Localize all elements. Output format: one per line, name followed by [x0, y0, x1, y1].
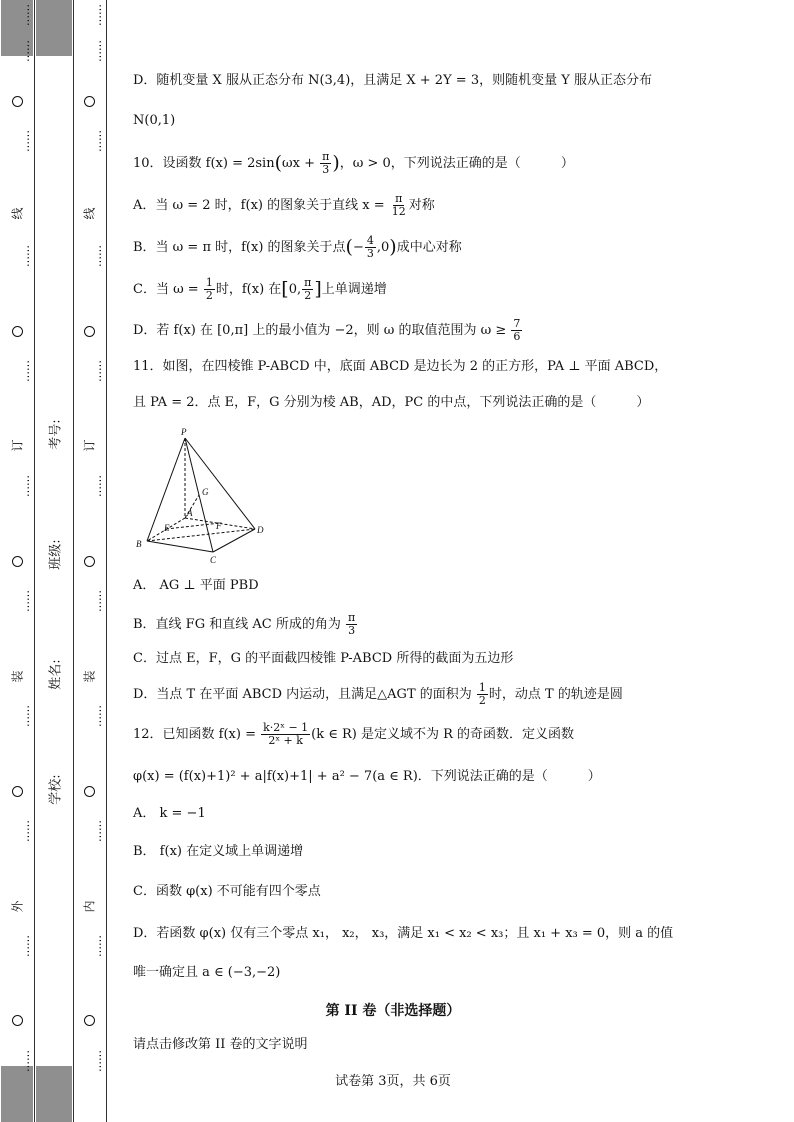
q10-option-d: D．若 f(x) 在 [0,π] 上的最小值为 −2，则 ω 的取值范围为 ω ≥ $\frac{7}{6}$	[133, 317, 521, 344]
dots: ⋯⋯	[94, 475, 107, 497]
fraction-pi-over-2: $\frac{\pi}{2}$	[304, 275, 312, 302]
ring-icon	[72, 556, 106, 571]
inner-mark-column	[72, 0, 106, 1122]
label-p: P	[181, 427, 187, 437]
line-mark: 线	[82, 207, 97, 220]
section-note: 请点击修改第 II 卷的文字说明	[133, 1037, 308, 1052]
exam-number-label: 考号:	[48, 419, 64, 450]
student-info-strip	[34, 0, 74, 1122]
order-mark: 订	[10, 439, 25, 452]
ring-icon	[0, 96, 34, 111]
q11-option-d: D．当点 T 在平面 ABCD 内运动，且满足△AGT 的面积为 $\frac{1}{2}$ 时，动点 T 的轨迹是圆	[133, 681, 623, 708]
dots: ⋯⋯	[22, 130, 35, 152]
q12-stem: 12．已知函数 f(x) = $\frac{\text{k·2ˣ − 1}}{\text{2ˣ + k}}$ (k ∈ R) 是定义域不为 R 的奇函数．定义函数	[133, 721, 575, 748]
q11-option-c: C．过点 E，F，G 的平面截四棱锥 P-ABCD 所得的截面为五边形	[133, 651, 514, 666]
label-c: C	[210, 555, 217, 565]
ring-icon	[72, 786, 106, 801]
inner-mark: 内	[82, 900, 97, 913]
ring-icon	[72, 96, 106, 111]
dots: ⋯⋯	[94, 40, 107, 62]
dots: ⋯⋯	[94, 4, 107, 26]
dots: ⋯⋯	[94, 705, 107, 727]
section-title: 第 II 卷（非选择题）	[325, 1003, 461, 1019]
line-mark: 线	[10, 207, 25, 220]
gray-block-bottom	[36, 1066, 72, 1122]
q9-option-d-line1: D．随机变量 X 服从正态分布 N(3,4)，且满足 X + 2Y = 3，则随机变量 Y 服从正态分布	[133, 73, 652, 88]
q9-option-d-line2: N(0,1)	[133, 113, 176, 128]
q12-option-d-line1: D．若函数 φ(x) 仅有三个零点 x₁， x₂， x₃，满足 x₁ < x₂ < x₃；且 x₁ + x₃ = 0，则 a 的值	[133, 926, 674, 941]
q11-stem-line2: 且 PA = 2．点 E，F，G 分别为棱 AB，AD，PC 的中点，下列说法正确的是（ ）	[133, 395, 650, 410]
gray-block-top	[36, 0, 72, 56]
edge-bc	[147, 541, 213, 552]
q10-option-a: A．当 ω = 2 时，f(x) 的图象关于直线 x = $\frac{\pi}{12}$ 对称	[133, 192, 435, 219]
fraction-pi-over-3: $\frac{\pi}{3}$	[322, 149, 330, 176]
dots: ⋯⋯	[94, 360, 107, 382]
fraction-f-definition: $\frac{\text{k·2ˣ − 1}}{\text{2ˣ + k}}$	[263, 721, 309, 748]
label-d: D	[257, 525, 264, 535]
fraction-1-over-2: $\frac{1}{2}$	[478, 681, 486, 708]
q12-option-b: B． f(x) 在定义域上单调递增	[133, 844, 304, 859]
outer-mark: 外	[10, 900, 25, 913]
fraction-pi-over-12: $\frac{\pi}{12}$	[391, 192, 406, 219]
q10-option-b: B．当 ω = π 时，f(x) 的图象关于点(− $\frac{4}{3}$ ,0)成中心对称	[133, 233, 462, 260]
pyramid-figure	[133, 425, 283, 570]
dots: ⋯⋯	[22, 820, 35, 842]
segment-ef	[166, 523, 220, 529]
fraction-4-over-3: $\frac{4}{3}$	[366, 233, 374, 260]
label-f: F	[216, 521, 222, 531]
name-label: 姓名:	[48, 659, 64, 690]
dots: ⋯⋯	[94, 820, 107, 842]
label-e: E	[164, 523, 170, 533]
q10-stem: 10．设函数 f(x) = 2sin(ωx + $\frac{\pi}{3}$ )，ω > 0，下列说法正确的是（ ）	[133, 149, 574, 176]
dots: ⋯⋯	[94, 130, 107, 152]
q11-stem-line1: 11．如图，在四棱锥 P-ABCD 中，底面 ABCD 是边长为 2 的正方形，PA ⊥ 平面 ABCD，	[133, 359, 668, 374]
dots: ⋯⋯	[94, 590, 107, 612]
label-a: A	[187, 508, 193, 518]
edge-cd	[213, 529, 255, 552]
class-label: 班级:	[48, 539, 64, 570]
dots: ⋯⋯	[22, 1050, 35, 1072]
label-b: B	[136, 539, 142, 549]
q12-option-c: C．函数 φ(x) 不可能有四个零点	[133, 884, 321, 899]
fraction-7-over-6: $\frac{7}{6}$	[513, 317, 521, 344]
ring-icon	[0, 326, 34, 341]
ring-icon	[0, 1015, 34, 1030]
dots: ⋯⋯	[94, 935, 107, 957]
order-mark: 订	[82, 439, 97, 452]
outer-mark-column	[0, 0, 34, 1122]
fraction-pi-over-3: $\frac{\pi}{3}$	[347, 611, 356, 638]
q12-phi-definition: φ(x) = (f(x)+1)² + a|f(x)+1| + a² − 7(a ∈ R)．下列说法正确的是（ ）	[133, 769, 601, 784]
q12-option-a: A． k = −1	[133, 806, 206, 821]
ring-icon	[72, 1015, 106, 1030]
dots: ⋯⋯	[22, 590, 35, 612]
dots: ⋯⋯	[22, 40, 35, 62]
q11-option-b: B．直线 FG 和直线 AC 所成的角为 $\frac{\pi}{3}$	[133, 611, 356, 638]
dots: ⋯⋯	[22, 4, 35, 26]
ring-icon	[0, 786, 34, 801]
q10-option-c: C．当 ω = $\frac{1}{2}$ 时，f(x) 在[0, $\frac{\pi}{2}$ ]上单调递增	[133, 275, 387, 302]
q11-option-a: A． AG ⊥ 平面 PBD	[133, 578, 259, 593]
dots: ⋯⋯	[94, 1050, 107, 1072]
dots: ⋯⋯	[22, 935, 35, 957]
dots: ⋯⋯	[22, 360, 35, 382]
dots: ⋯⋯	[22, 245, 35, 267]
fraction-1-over-2: $\frac{1}{2}$	[205, 275, 213, 302]
dots: ⋯⋯	[22, 475, 35, 497]
bind-mark: 装	[10, 670, 25, 683]
school-label: 学校:	[48, 774, 64, 805]
ring-icon	[0, 556, 34, 571]
page-footer: 试卷第 3页，共 6页	[335, 1074, 451, 1089]
bind-mark: 装	[82, 670, 97, 683]
dots: ⋯⋯	[94, 245, 107, 267]
q12-option-d-line2: 唯一确定且 a ∈ (−3,−2)	[133, 965, 281, 980]
ring-icon	[72, 326, 106, 341]
dots: ⋯⋯	[22, 705, 35, 727]
label-g: G	[202, 487, 209, 497]
edge-pd	[185, 438, 255, 529]
